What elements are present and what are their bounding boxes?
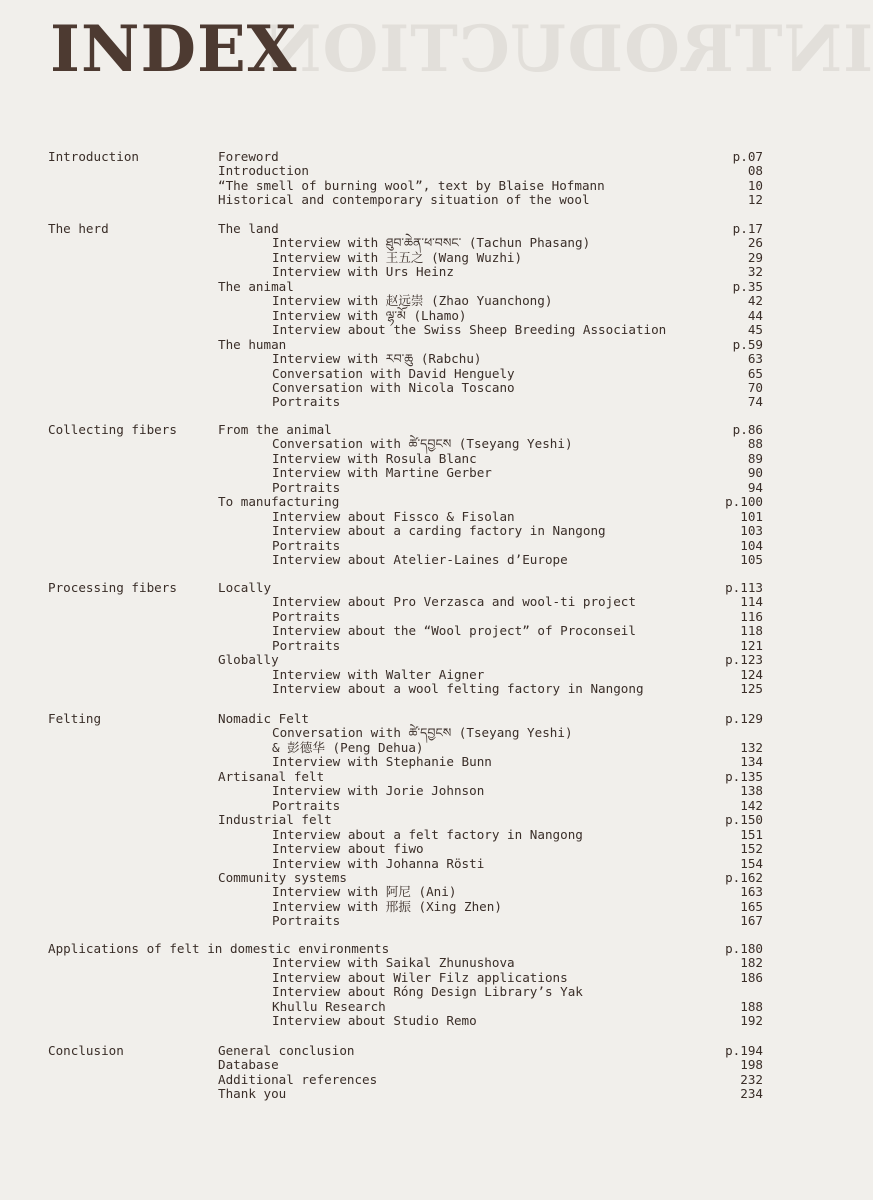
page-number: 12 bbox=[747, 192, 763, 208]
page-number: 74 bbox=[747, 394, 763, 410]
section-heading: Processing fibers bbox=[48, 580, 177, 595]
ghost-heading: INTRODUCTION bbox=[262, 12, 873, 87]
index-entry: Interview with Walter Aigner bbox=[272, 666, 485, 682]
page-number: 103 bbox=[740, 523, 763, 539]
page-number: 94 bbox=[747, 479, 763, 495]
page-number: 138 bbox=[740, 783, 763, 799]
subsection-entry: Globally bbox=[218, 652, 279, 668]
page-number: 198 bbox=[740, 1057, 763, 1073]
index-entry: Interview with ལྷ་མོ (Lhamo) bbox=[272, 307, 467, 323]
index-entry: Interview with 阿尼 (Ani) bbox=[272, 884, 457, 900]
page-number: 29 bbox=[747, 249, 763, 265]
index-entry: Interview about the “Wool project” of Proconseil bbox=[272, 623, 636, 639]
page-number: 163 bbox=[740, 884, 763, 900]
subsection-entry: From the animal bbox=[218, 422, 332, 437]
subsection-entry: Historical and contemporary situation of the wool bbox=[218, 192, 590, 208]
index-entry: Interview with 赵远崇 (Zhao Yuanchong) bbox=[272, 293, 553, 309]
page-number: 10 bbox=[747, 177, 763, 193]
page-number: p.135 bbox=[725, 768, 763, 784]
page-number: p.100 bbox=[725, 494, 763, 510]
index-entry: Interview with Saikal Zhunushova bbox=[272, 955, 515, 971]
index-entry: Interview with 邢振 (Xing Zhen) bbox=[272, 898, 502, 914]
subsection-entry: Locally bbox=[218, 580, 272, 595]
subsection-entry: The animal bbox=[218, 278, 294, 294]
page-number: 154 bbox=[740, 855, 763, 871]
page-number: 89 bbox=[747, 450, 763, 466]
index-entry: Interview about Atelier-Laines d’Europe bbox=[272, 552, 568, 568]
index-entry: Interview with 王五之 (Wang Wuzhi) bbox=[272, 249, 523, 265]
page-number: 116 bbox=[740, 608, 763, 624]
page-number: 125 bbox=[740, 681, 763, 697]
page-number: p.35 bbox=[732, 278, 763, 294]
section-heading: Collecting fibers bbox=[48, 422, 177, 437]
page-number: 121 bbox=[740, 637, 763, 653]
page-number: 132 bbox=[740, 739, 763, 755]
section-heading: Applications of felt in domestic environments bbox=[48, 941, 390, 956]
page-number: p.07 bbox=[732, 149, 763, 164]
index-entry: Interview about a carding factory in Nangong bbox=[272, 523, 606, 539]
page-number: 32 bbox=[747, 264, 763, 280]
page-number: p.150 bbox=[725, 812, 763, 828]
index-entry: Interview about fiwo bbox=[272, 841, 424, 857]
subsection-entry: Introduction bbox=[218, 163, 309, 179]
index-entry: Portraits bbox=[272, 394, 341, 410]
index-entry: Interview about the Swiss Sheep Breeding Association bbox=[272, 322, 667, 338]
subsection-entry: The human bbox=[218, 336, 287, 352]
index-entry: Portraits bbox=[272, 913, 341, 929]
page-number: 182 bbox=[740, 955, 763, 971]
page-number: p.113 bbox=[725, 580, 763, 595]
subsection-entry: Thank you bbox=[218, 1086, 287, 1102]
page-number: 88 bbox=[747, 436, 763, 452]
page-number: p.129 bbox=[725, 711, 763, 726]
section-heading: Conclusion bbox=[48, 1043, 124, 1058]
subsection-entry: Nomadic Felt bbox=[218, 711, 309, 726]
index-entry: Interview with Urs Heinz bbox=[272, 264, 454, 280]
page-number: p.59 bbox=[732, 336, 763, 352]
index-entry: Portraits bbox=[272, 537, 341, 553]
index-entry: Khullu Research bbox=[272, 998, 386, 1014]
page-number: 63 bbox=[747, 351, 763, 367]
index-entry: Portraits bbox=[272, 637, 341, 653]
page-number: 65 bbox=[747, 365, 763, 381]
subsection-entry: Industrial felt bbox=[218, 812, 332, 828]
page-number: 186 bbox=[740, 969, 763, 985]
page-number: 44 bbox=[747, 307, 763, 323]
page-number: 167 bbox=[740, 913, 763, 929]
page-number: 08 bbox=[747, 163, 763, 179]
page-number: 114 bbox=[740, 594, 763, 610]
page-number: 104 bbox=[740, 537, 763, 553]
index-entry: Interview with Johanna Rösti bbox=[272, 855, 485, 871]
page-number: p.86 bbox=[732, 422, 763, 437]
index-entry: Interview about a felt factory in Nangong bbox=[272, 826, 583, 842]
page-number: 124 bbox=[740, 666, 763, 682]
index-entry: Conversation with Nicola Toscano bbox=[272, 379, 515, 395]
page-number: p.123 bbox=[725, 652, 763, 668]
section-heading: Felting bbox=[48, 711, 102, 726]
page-number: 90 bbox=[747, 465, 763, 481]
page-number: 192 bbox=[740, 1013, 763, 1029]
page-number: 101 bbox=[740, 508, 763, 524]
page-number: 151 bbox=[740, 826, 763, 842]
page-number: 118 bbox=[740, 623, 763, 639]
index-entry: Interview about a wool felting factory in Nangong bbox=[272, 681, 644, 697]
index-entry: Interview with Martine Gerber bbox=[272, 465, 492, 481]
page-number: 42 bbox=[747, 293, 763, 309]
index-entry: Interview with Stephanie Bunn bbox=[272, 754, 492, 770]
index-entry: Interview about Róng Design Library’s Yak bbox=[272, 984, 583, 1000]
page-number: 142 bbox=[740, 797, 763, 813]
section-heading: The herd bbox=[48, 221, 109, 236]
subsection-entry: Additional references bbox=[218, 1071, 378, 1087]
page-number: 188 bbox=[740, 998, 763, 1014]
index-entry: Interview about Fissco & Fisolan bbox=[272, 508, 515, 524]
subsection-entry: Foreword bbox=[218, 149, 279, 164]
subsection-entry: To manufacturing bbox=[218, 494, 340, 510]
index-entry: Conversation with ཚེ་དབྱངས (Tseyang Yeshi) bbox=[272, 725, 573, 741]
subsection-entry: The land bbox=[218, 221, 279, 236]
subsection-entry: Database bbox=[218, 1057, 279, 1073]
page-number: 234 bbox=[740, 1086, 763, 1102]
page-number: 70 bbox=[747, 379, 763, 395]
index-entry: Portraits bbox=[272, 797, 341, 813]
index-entry: Interview about Pro Verzasca and wool-ti project bbox=[272, 594, 636, 610]
subsection-entry: General conclusion bbox=[218, 1043, 355, 1058]
page-number: 152 bbox=[740, 841, 763, 857]
index-entry: & 彭德华 (Peng Dehua) bbox=[272, 739, 424, 755]
index-entry: Interview with Rosula Blanc bbox=[272, 450, 477, 466]
index-entry: Conversation with David Henguely bbox=[272, 365, 515, 381]
index-entry: Portraits bbox=[272, 479, 341, 495]
index-entry: Conversation with ཚེ་དབྱངས (Tseyang Yeshi) bbox=[272, 436, 573, 452]
page-number: 26 bbox=[747, 235, 763, 251]
subsection-entry: Community systems bbox=[218, 869, 347, 885]
page-number: 232 bbox=[740, 1071, 763, 1087]
subsection-entry: “The smell of burning wool”, text by Blaise Hofmann bbox=[218, 177, 605, 193]
page-number: 105 bbox=[740, 552, 763, 568]
page-number: p.194 bbox=[725, 1043, 763, 1058]
page-number: 45 bbox=[747, 322, 763, 338]
page-number: 165 bbox=[740, 898, 763, 914]
section-heading: Introduction bbox=[48, 149, 139, 164]
subsection-entry: Artisanal felt bbox=[218, 768, 325, 784]
index-entry: Interview with ཐུབ་ཆེན་ཕ་བསང་ (Tachun Phasang) bbox=[272, 235, 591, 251]
index-entry: Interview with Jorie Johnson bbox=[272, 783, 485, 799]
index-entry: Interview about Wiler Filz applications bbox=[272, 969, 568, 985]
page-number: p.17 bbox=[732, 221, 763, 236]
index-entry: Interview with རབ་ཆུ (Rabchu) bbox=[272, 351, 482, 367]
page-number: 134 bbox=[740, 754, 763, 770]
index-entry: Interview about Studio Remo bbox=[272, 1013, 477, 1029]
page-number: p.162 bbox=[725, 869, 763, 885]
index-entry: Portraits bbox=[272, 608, 341, 624]
page-title: INDEX bbox=[50, 12, 298, 87]
page-number: p.180 bbox=[725, 941, 763, 956]
